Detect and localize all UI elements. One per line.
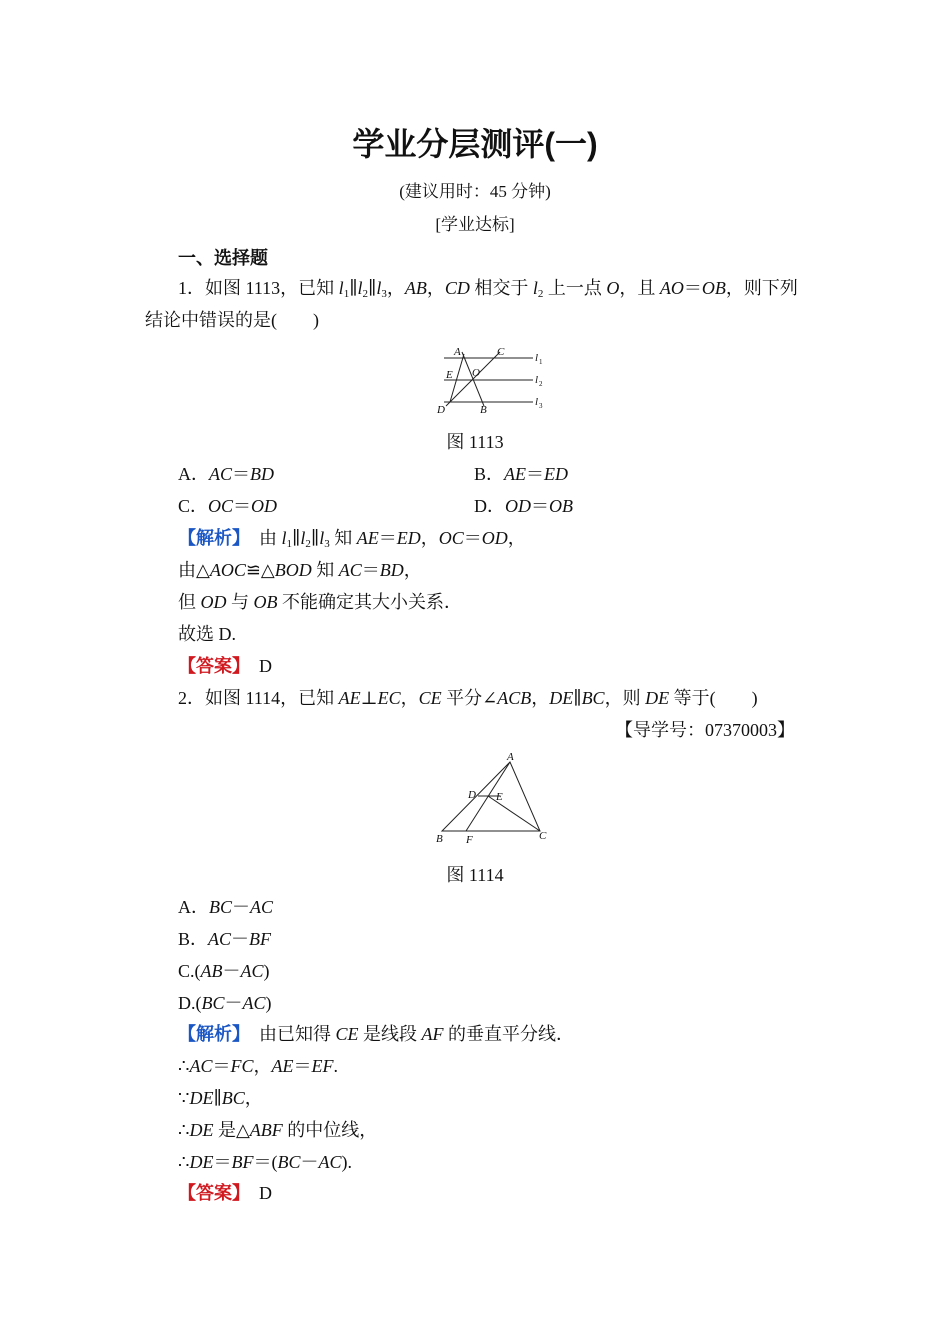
- q1-analysis-tag: 【解析】: [178, 528, 241, 548]
- figure-1114: [430, 748, 560, 848]
- section-heading: 一、选择题: [178, 248, 268, 268]
- q2-analysis-tag: 【解析】: [178, 1024, 241, 1044]
- page-title: 学业分层测评(一): [352, 126, 598, 162]
- fig1-label-c: C: [497, 346, 505, 358]
- q1-option-c: C．OC＝OD: [178, 496, 278, 516]
- q2-analysis-line1: 【解析】 由已知得 CE 是线段 AF 的垂直平分线．: [178, 1024, 575, 1044]
- q1-analysis-line2: 由△AOC≌△BOD 知 AC＝BD，: [178, 560, 422, 580]
- q1-option-a: A．AC＝BD: [178, 464, 275, 484]
- fig2-label-a: A: [507, 751, 514, 763]
- fig1-label-d: D: [437, 404, 445, 416]
- q2-analysis-line2: ∴AC＝FC，AE＝EF.: [178, 1056, 338, 1076]
- q1-figure-caption: 图 1113: [446, 432, 504, 452]
- q1-stem-line2: 结论中错误的是( ): [145, 310, 319, 330]
- q2-stem: 2．如图 1114，已知 AE⊥EC，CE 平分∠ACB，DE∥BC，则 DE 等于( ): [178, 688, 758, 708]
- q2-option-b: B．AC－BF: [178, 929, 272, 949]
- fig2-label-e: E: [496, 791, 503, 803]
- q2-analysis-line5: ∴DE＝BF＝(BC－AC).: [178, 1152, 352, 1172]
- time-note: (建议用时：45 分钟): [399, 182, 551, 201]
- q1-stem-line1: 1．如图 1113，已知 $l_1\parallel l_2\parallel l_3$，AB，CD 相交于 $l_2$ 上一点 O，且 AO＝OB，则下列: [178, 278, 798, 300]
- fig1-label-l2: l: [535, 374, 539, 386]
- fig2-label-c: C: [539, 830, 547, 842]
- q2-answer: 【答案】 D: [178, 1183, 272, 1203]
- q2-analysis-line3: ∵DE∥BC，: [178, 1088, 263, 1108]
- q2-analysis-line4: ∴DE 是△ABF 的中位线，: [178, 1120, 378, 1140]
- q2-option-c: C.(AB－AC): [178, 961, 270, 981]
- q1-option-d: D．OD＝OB: [474, 496, 573, 516]
- q1-option-b: B．AE＝ED: [474, 464, 569, 484]
- fig1-label-l3-sub: 3: [539, 402, 543, 410]
- fig1-label-l2-sub: 2: [539, 380, 543, 388]
- q1-analysis-line3: 但 OD 与 OB 不能确定其大小关系．: [178, 592, 462, 612]
- fig1-label-o: O: [472, 367, 480, 379]
- q2-option-a: A．BC－AC: [178, 897, 274, 917]
- fig1-label-e: E: [446, 369, 453, 381]
- level-label: [学业达标]: [435, 215, 515, 234]
- q2-figure-caption: 图 1114: [446, 865, 504, 885]
- q2-option-d: D.(BC－AC): [178, 993, 272, 1013]
- q1-analysis-line4: 故选 D.: [178, 624, 236, 644]
- q2-guide-number: 【导学号：07370003】: [615, 720, 795, 740]
- fig1-label-a: A: [454, 346, 461, 358]
- fig1-label-l3: l: [535, 396, 539, 408]
- q1-answer: 【答案】 D: [178, 656, 272, 676]
- fig1-label-l1: l: [535, 352, 539, 364]
- fig2-label-d: D: [468, 789, 476, 801]
- fig2-label-f: F: [466, 834, 473, 846]
- fig2-label-b: B: [436, 833, 443, 845]
- q1-analysis-line1: 【解析】 由 $l_1\parallel l_2\parallel l_3$ 知 AE＝ED，OC＝OD，: [178, 528, 526, 550]
- figure-1113: [430, 340, 560, 420]
- fig1-label-b: B: [480, 404, 487, 416]
- q2-answer-tag: 【答案】: [178, 1183, 241, 1203]
- q1-answer-tag: 【答案】: [178, 656, 241, 676]
- fig1-label-l1-sub: 1: [539, 358, 543, 366]
